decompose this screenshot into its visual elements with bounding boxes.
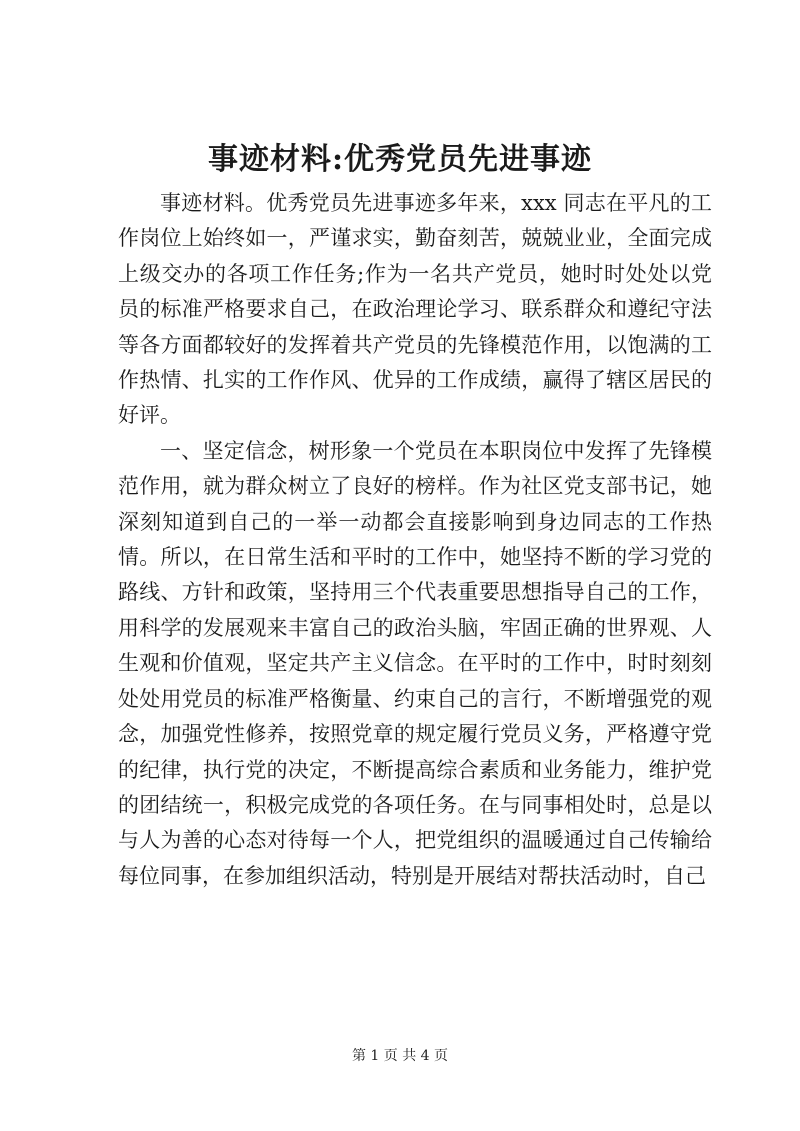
document-body <box>118 186 712 894</box>
page-number-footer: 第 1 页 共 4 页 <box>351 1048 449 1064</box>
paragraph-intro: 事迹材料。优秀党员先进事迹多年来，xxx 同志在平凡的工作岗位上始终如一，严谨求实，勤奋刻苦，兢兢业业，全面完成上级交办的各项工作任务;作为一名共产党员，她时时处处以党员的标准严格要求自己，在政治理论学习、联系群众和遵纪守法等各方面都较好的发挥着共产党员的先锋模范作用，以饱满的工作热情、扎实的工作作风、优异的工作成绩，赢得了辖区居民的好评。 <box>118 191 712 428</box>
paragraph-section-1: 一、坚定信念，树形象一个党员在本职岗位中发挥了先锋模范作用，就为群众树立了良好的榜样。作为社区党支部书记，她深刻知道到自己的一举一动都会直接影响到身边同志的工作热情。所以，在日常生活和平时的工作中，她坚持不断的学习党的路线、方针和政策，坚持用三个代表重要思想指导自己的工作，用科学的发展观来丰富自己的政治头脑，牢固正确的世界观、人生观和价值观，坚定共产主义信念。在平时的工作中，时时刻刻处处用党员的标准严格衡量、约束自己的言行，不断增强党的观念，加强党性修养，按照党章的规定履行党员义务，严格遵守党的纪律，执行党的决定，不断提高综合素质和业务能力，维护党的团结统一，积极完成党的各项任务。在与同事相处时，总是以与人为善的心态对待每一个人，把党组织的温暖通过自己传输给每位同事，在参加组织活动，特别是开展结对帮扶活动时，自己 <box>118 438 712 888</box>
document-title: 事迹材料:优秀党员先进事迹 <box>207 142 593 177</box>
